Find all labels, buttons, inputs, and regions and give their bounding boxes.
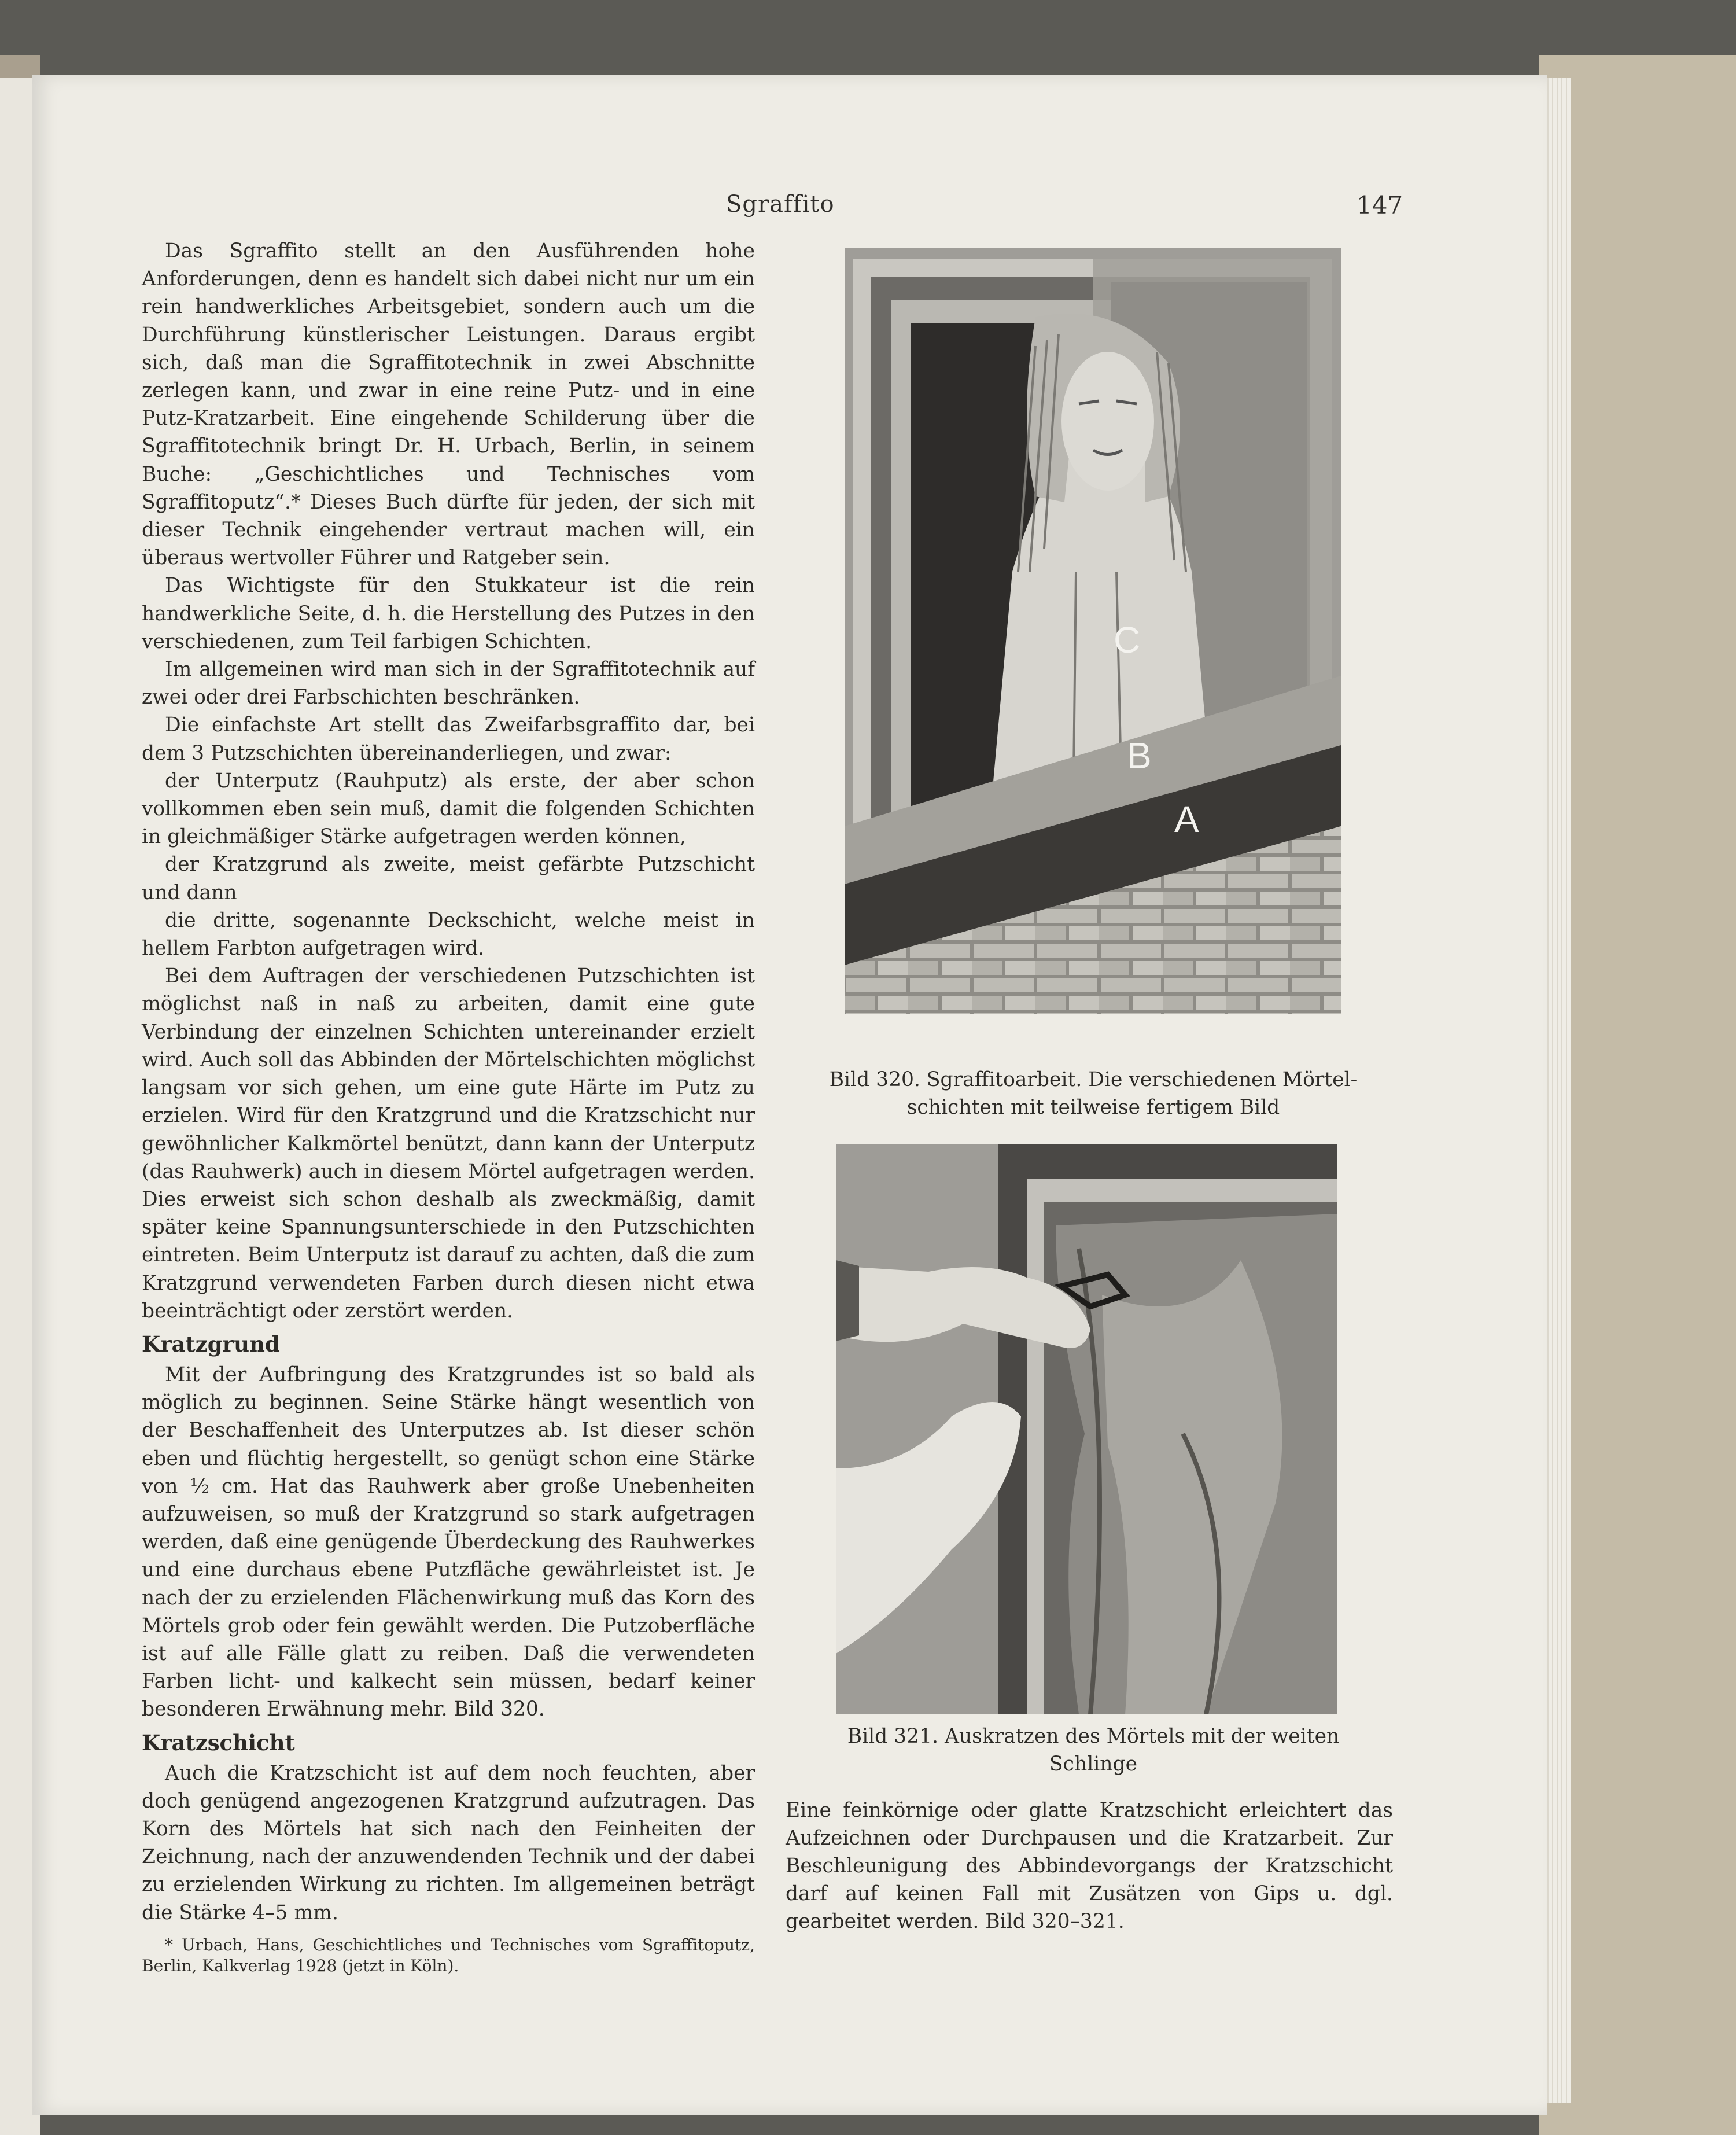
paragraph: Die einfachste Art stellt das Zweifarbsgraffito dar, bei dem 3 Putzschichten übereinanderliegen, und zwar: [142,713,755,765]
section-heading-kratzgrund: Kratzgrund [142,1331,280,1357]
right-text-column [786,1797,1393,1935]
paragraph: Im allgemeinen wird man sich in der Sgraffitotechnik auf zwei oder drei Farbschichten beschränken. [142,658,755,709]
scratching-photo [836,1144,1337,1714]
layer-label-a: A [1174,798,1199,840]
layer-list-item: der Kratzgrund als zweite, meist gefärbte Putzschicht und dann [142,853,755,904]
figure-321-photo [836,1144,1337,1714]
figure-320-caption [816,1066,1371,1121]
footnote: * Urbach, Hans, Geschichtliches und Technisches vom Sgraffitoputz, Berlin, Kalkverlag 1928 (jetzt in Köln). [142,1935,755,1975]
caption-line: Bild 320. Sgraffitoarbeit. Die verschiedenen Mörtel- [829,1068,1358,1091]
caption-line: Schlinge [1049,1753,1137,1776]
layer-list-item: der Unterputz (Rauhputz) als erste, der aber schon vollkommen eben sein muß, damit die folgenden Schichten in gleichmäßiger Stärke aufgetragen werden können, [142,769,755,849]
layer-list-item: die dritte, sogenannte Deckschicht, welche meist in hellem Farbton aufgetragen wird. [142,908,755,960]
paragraph: Das Sgraffito stellt an den Ausführenden hohe Anforderungen, denn es handelt sich dabei nicht nur um ein rein handwerkliches Arbeitsgebiet, sondern auch um die Durchführung künstlerischer Leistungen. Daraus ergibt sich, daß man die Sgraffitotechnik in zwei Abschnitte zerlegen kann, und zwar in eine reine Putz- und in eine Putz-Kratzarbeit. Eine eingehende Schilderung über die Sgraffitotechnik bringt Dr. H. Urbach, Berlin, in seinem Buche: „Geschichtliches und Technisches vom Sgraffitoputz“.* Dieses Buch dürfte für jeden, der sich mit dieser Technik eingehender vertraut machen will, ein überaus wertvoller Führer und Ratgeber sein. [142,240,755,570]
page-number: 147 [1357,191,1403,219]
caption-line: schichten mit teilweise fertigem Bild [906,1096,1280,1119]
sgraffito-photo [845,248,1341,1014]
paragraph: Eine feinkörnige oder glatte Kratzschicht erleichtert das Aufzeichnen oder Durchpausen und die Kratzarbeit. Zur Beschleunigung des Abbindevorgangs der Kratzschicht darf auf keinen Fall mit Zusätzen von Gips u. dgl. gearbeitet werden. Bild 320–321. [786,1799,1393,1933]
paragraph: Auch die Kratzschicht ist auf dem noch feuchten, aber doch genügend angezogenen Kratzgrund aufzutragen. Das Korn des Mörtels hat sich nach den Feinheiten der Zeichnung, nach der anzuwendenden Technik und der dabei zu erzielenden Wirkung zu richten. Im allgemeinen beträgt die Stärke 4–5 mm. [142,1761,755,1924]
left-text-column [142,237,755,1976]
paragraph: Mit der Aufbringung des Kratzgrundes ist so bald als möglich zu beginnen. Seine Stärke hängt wesentlich von der Beschaffenheit des Unterputzes ab. Ist dieser schön eben und flüchtig hergestellt, so genügt schon eine Stärke von ½ cm. Hat das Rauhwerk aber große Unebenheiten aufzuweisen, so muß der Kratzgrund so stark aufgetragen werden, daß eine genügende Überdeckung des Rauhwerkes und eine durchaus ebene Putzfläche gewährleistet ist. Je nach der zu erzielenden Flächenwirkung muß das Korn des Mörtels grob oder fein gewählt werden. Die Putzoberfläche ist auf alle Fälle glatt zu reiben. Daß die verwendeten Farben licht- und kalkecht sein müssen, bedarf keiner besonderen Erwähnung mehr. Bild 320. [142,1363,755,1721]
paragraph: Bei dem Auftragen der verschiedenen Putzschichten ist möglichst naß in naß zu arbeiten, damit eine gute Verbindung der einzelnen Schichten untereinander erzielt wird. Auch soll das Abbinden der Mörtelschichten möglichst langsam vor sich gehen, um eine gute Härte im Putz zu erzielen. Wird für den Kratzgrund und die Kratzschicht nur gewöhnlicher Kalkmörtel benützt, dann kann der Unterputz (das Rauhwerk) auch in diesem Mörtel aufgetragen werden. Dies erweist sich schon deshalb als zweckmäßig, damit später keine Spannungsunterschiede in den Putzschichten eintreten. Beim Unterputz ist darauf zu achten, daß die zum Kratzgrund verwendeten Farben durch diesen nicht etwa beeinträchtigt oder zerstört werden. [142,965,755,1323]
figure-320-photo [845,248,1341,1014]
layer-label-b: B [1127,735,1152,776]
layer-label-c: C [1114,619,1141,661]
caption-line: Bild 321. Auskratzen des Mörtels mit der weiten [847,1725,1340,1748]
section-heading-kratzschicht: Kratzschicht [142,1729,295,1755]
paragraph: Das Wichtigste für den Stukkateur ist die rein handwerkliche Seite, d. h. die Herstellung des Putzes in den verschiedenen, zum Teil farbigen Schichten. [142,574,755,653]
figure-321-caption [816,1722,1371,1778]
running-title: Sgraffito [726,191,835,218]
